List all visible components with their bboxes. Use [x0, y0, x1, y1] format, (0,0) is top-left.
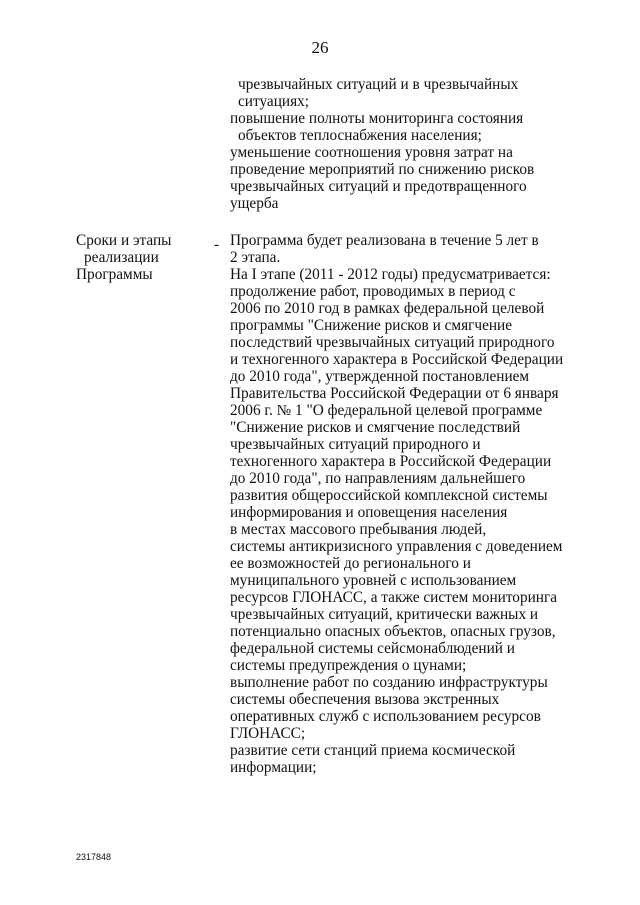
body-line-9: до 2010 года", утвержденной постановлением: [230, 368, 530, 385]
body-line-17: информирования и оповещения населения: [230, 504, 508, 521]
body-line-4: продолжение работ, проводимых в период с: [230, 283, 516, 300]
body-line-2: 2 этапа.: [230, 249, 281, 266]
body-line-1: Программа будет реализована в течение 5 лет в: [230, 232, 539, 249]
body-line-21: муниципального уровней с использованием: [230, 572, 517, 589]
body-line-31: развитие сети станций приема космической: [230, 742, 516, 759]
document-code: 2317848: [76, 852, 112, 862]
body-line-20: ее возможностей до регионального и: [230, 555, 471, 572]
body-line-27: выполнение работ по созданию инфраструктуры: [230, 674, 548, 691]
body-line-32: информации;: [230, 759, 317, 776]
body-line-8: и техногенного характера в Российской Федерации: [230, 351, 564, 368]
top-line-2: ситуациях;: [238, 93, 310, 110]
section-label-line-1: Сроки и этапы: [76, 232, 172, 249]
body-line-13: чрезвычайных ситуаций природного и: [230, 436, 481, 453]
body-line-3: На I этапе (2011 - 2012 годы) предусматривается:: [230, 266, 551, 283]
body-line-22: ресурсов ГЛОНАСС, а также систем мониторинга: [230, 589, 558, 606]
top-line-6: проведение мероприятий по снижению рисков: [230, 161, 535, 178]
body-line-16: развития общероссийской комплексной системы: [230, 487, 548, 504]
body-line-23: чрезвычайных ситуаций, критически важных и: [230, 606, 539, 623]
top-line-1: чрезвычайных ситуаций и в чрезвычайных: [238, 76, 519, 93]
section-dash: -: [214, 236, 220, 253]
body-line-14: техногенного характера в Российской Федерации: [230, 453, 552, 470]
section-label-line-2: реализации: [84, 249, 159, 266]
top-line-4: объектов теплоснабжения населения;: [238, 127, 482, 144]
top-line-7: чрезвычайных ситуаций и предотвращенного: [230, 178, 527, 195]
body-line-15: до 2010 года", по направлениям дальнейшего: [230, 470, 526, 487]
body-line-10: Правительства Российской Федерации от 6 января: [230, 385, 559, 402]
body-line-26: системы предупреждения о цунами;: [230, 657, 467, 674]
body-line-5: 2006 по 2010 год в рамках федеральной целевой: [230, 300, 545, 317]
body-line-19: системы антикризисного управления с доведением: [230, 538, 563, 555]
body-line-6: программы "Снижение рисков и смягчение: [230, 317, 513, 334]
body-line-18: в местах массового пребывания людей,: [230, 521, 487, 538]
top-line-3: повышение полноты мониторинга состояния: [230, 110, 524, 127]
body-line-28: системы обеспечения вызова экстренных: [230, 691, 500, 708]
page-number: 26: [311, 38, 329, 57]
top-line-5: уменьшение соотношения уровня затрат на: [230, 144, 513, 161]
body-line-7: последствий чрезвычайных ситуаций природного: [230, 334, 555, 351]
body-line-24: потенциально опасных объектов, опасных грузов,: [230, 623, 556, 640]
body-line-25: федеральной системы сейсмонаблюдений и: [230, 640, 515, 657]
body-line-30: ГЛОНАСС;: [230, 725, 306, 742]
top-line-8: ущерба: [230, 195, 279, 212]
body-line-29: оперативных служб с использованием ресурсов: [230, 708, 541, 725]
body-line-12: "Снижение рисков и смягчение последствий: [230, 419, 521, 436]
section-label-line-3: Программы: [76, 266, 153, 283]
body-line-11: 2006 г. № 1 "О федеральной целевой программе: [230, 402, 543, 419]
